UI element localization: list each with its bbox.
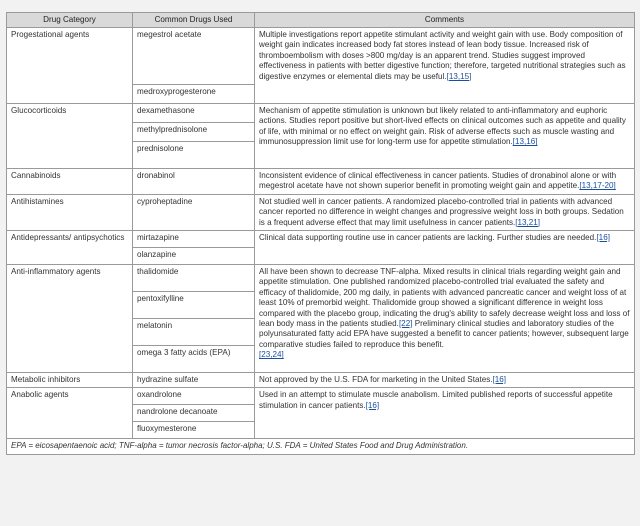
comment-text: Preliminary clinical studies and laboratory studies of the polyunsaturated fatty acid EPA have suggested a benefit to cancer patients; however, subsequent large comparative studies failed to reproduce this benefit. (259, 319, 629, 349)
comment-cell (255, 373, 635, 388)
column-header-drugs: Common Drugs Used (133, 13, 255, 28)
drug-cell: fluoxymesterone (133, 422, 255, 439)
category-cell: Antidepressants/ antipsychotics (7, 231, 133, 265)
comment-cell (255, 104, 635, 169)
reference-link[interactable]: [16] (492, 375, 507, 385)
comment-text: Multiple investigations report appetite stimulant activity and weight gain with use. Body composition of weight gain indicates increased body fat stores instead of lean body tissue. Increased risk of thromboembolism with doses >800 mg/day is an apparent trend. Studies suggest improved effectiveness in patients with better digestive function; therefore, targeted nutritional strategies such as digestive enzymes or elemental diets may be useful. (259, 30, 626, 81)
drug-table (6, 12, 635, 455)
drug-cell: methylprednisolone (133, 123, 255, 142)
comment-cell (255, 265, 635, 373)
comment-text: Inconsistent evidence of clinical effectiveness in cancer patients. Studies of dronabinol alone or with megestrol acetate have not shown superior benefit in promoting weight gain and appetite. (259, 171, 617, 191)
drug-cell: megestrol acetate (133, 28, 255, 85)
comment-text: All have been shown to decrease TNF-alpha. Mixed results in clinical trials regarding weight gain and appetite stimulation. One published randomized placebo-controlled trial evaluated the safety and efficacy of thalidomide, 200 mg daily, in patients with advanced pancreatic cancer and weight loss of at least 10% of premorbid weight. Thalidomide group showed a significant difference in weight loss compared with the placebo group, indicating the drug's ability to safely decrease weight loss and loss of lean body mass in the patients studied. (259, 267, 630, 329)
reference-link[interactable]: [13,17-20] (579, 181, 616, 191)
drug-cell: oxandrolone (133, 388, 255, 405)
comment-cell (255, 388, 635, 439)
footnote-row (7, 439, 635, 454)
comment-text: Used in an attempt to stimulate muscle anabolism. Limited published reports of successful appetite stimulation in cancer patients. (259, 390, 613, 410)
table-row (7, 231, 635, 248)
reference-link[interactable]: [13,15] (446, 71, 472, 81)
reference-link[interactable]: [16] (365, 400, 380, 410)
category-cell: Antihistamines (7, 194, 133, 230)
comment-text: Clinical data supporting routine use in cancer patients are lacking. Further studies are needed. (259, 233, 597, 243)
table-header-row (7, 13, 635, 28)
reference-link[interactable]: [23,24] (259, 350, 284, 360)
table-row (7, 194, 635, 230)
comment-cell (255, 194, 635, 230)
table-row (7, 388, 635, 405)
category-cell: Anabolic agents (7, 388, 133, 439)
drug-cell: omega 3 fatty acids (EPA) (133, 346, 255, 373)
reference-link[interactable]: [22] (398, 319, 413, 329)
drug-cell: pentoxifylline (133, 292, 255, 319)
category-cell: Cannabinoids (7, 169, 133, 195)
category-cell: Metabolic inhibitors (7, 373, 133, 388)
drug-cell: dexamethasone (133, 104, 255, 123)
comment-cell (255, 28, 635, 104)
comment-text: Not approved by the U.S. FDA for marketing in the United States. (259, 375, 493, 385)
reference-link[interactable]: [13,21] (515, 217, 541, 227)
table-footnote: EPA = eicosapentaenoic acid; TNF-alpha = tumor necrosis factor-alpha; U.S. FDA = United States Food and Drug Administration. (7, 439, 635, 454)
reference-link[interactable]: [13,16] (512, 137, 538, 147)
comment-text: Not studied well in cancer patients. A randomized placebo-controlled trial in patients with advanced cancer reported no difference in weight changes and progressive weight loss in both groups. Sedation is a frequent adverse effect that may limit usefulness in cancer patients. (259, 196, 624, 227)
comment-cell (255, 169, 635, 195)
table-row (7, 373, 635, 388)
comment-cell (255, 231, 635, 265)
drug-cell: hydrazine sulfate (133, 373, 255, 388)
drug-cell: olanzapine (133, 248, 255, 265)
category-cell: Progestational agents (7, 28, 133, 104)
table-row (7, 265, 635, 292)
table-row (7, 28, 635, 85)
column-header-category: Drug Category (7, 13, 133, 28)
comment-text: Mechanism of appetite stimulation is unknown but likely related to anti-inflammatory and euphoric actions. Studies report positive but short-lived effects on clinical outcomes such as appetite and quality of life, with minimal or no effect on weight gain. Risk of adverse effects such as muscle wasting and immunosuppression limit use for long-term use for appetite stimulation. (259, 106, 626, 147)
drug-cell: medroxyprogesterone (133, 85, 255, 104)
reference-link[interactable]: [16] (596, 233, 610, 243)
drug-cell: nandrolone decanoate (133, 405, 255, 422)
drug-cell: melatonin (133, 319, 255, 346)
drug-cell: thalidomide (133, 265, 255, 292)
category-cell: Anti-inflammatory agents (7, 265, 133, 373)
table-row (7, 169, 635, 195)
column-header-comments: Comments (255, 13, 635, 28)
drug-cell: prednisolone (133, 142, 255, 169)
drug-cell: dronabinol (133, 169, 255, 195)
drug-cell: mirtazapine (133, 231, 255, 248)
table-row (7, 104, 635, 123)
drug-cell: cyproheptadine (133, 194, 255, 230)
category-cell: Glucocorticoids (7, 104, 133, 169)
